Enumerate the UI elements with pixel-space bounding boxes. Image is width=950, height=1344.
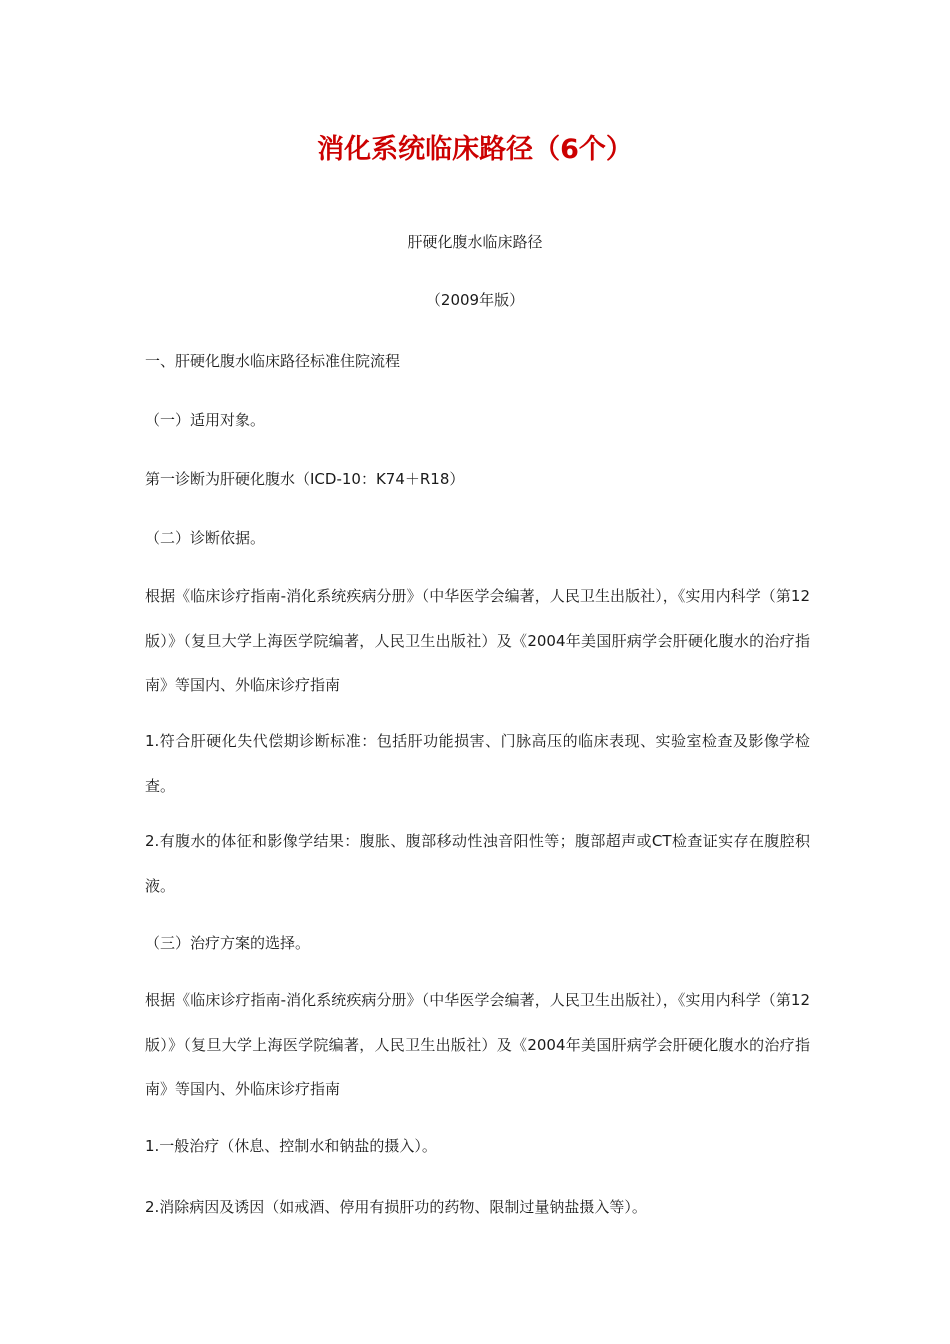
- basis-paragraph: 根据《临床诊疗指南-消化系统疾病分册》（中华医学会编著，人民卫生出版社），《实用内科学（第12版）》（复旦大学上海医学院编著，人民卫生出版社）及《2004年美国肝病学会肝硬化腹水的治疗指南》等国内、外临床诊疗指南: [145, 991, 810, 1098]
- subsection-heading: （三）治疗方案的选择。: [145, 934, 311, 952]
- subsection-heading: （二）诊断依据。: [145, 529, 266, 547]
- edition-label: （2009年版）: [425, 291, 525, 309]
- criteria-paragraph: 2.有腹水的体征和影像学结果：腹胀、腹部移动性浊音阳性等；腹部超声或CT检查证实存在腹腔积液。: [145, 832, 810, 895]
- document-subtitle: 肝硬化腹水临床路径: [407, 233, 543, 251]
- section-heading: 一、肝硬化腹水临床路径标准住院流程: [145, 352, 401, 370]
- subsection-heading: （一）适用对象。: [145, 411, 266, 429]
- criteria-paragraph: 1.符合肝硬化失代偿期诊断标准：包括肝功能损害、门脉高压的临床表现、实验室检查及影像学检查。: [145, 732, 810, 795]
- treatment-item: 2.消除病因及诱因（如戒酒、停用有损肝功的药物、限制过量钠盐摄入等）。: [145, 1198, 647, 1216]
- diagnosis-line: 第一诊断为肝硬化腹水（ICD-10：K74＋R18）: [145, 470, 465, 488]
- treatment-item: 1.一般治疗（休息、控制水和钠盐的摄入）。: [145, 1137, 437, 1155]
- document-title: 消化系统临床路径（6个）: [317, 134, 633, 165]
- basis-paragraph: 根据《临床诊疗指南-消化系统疾病分册》（中华医学会编著，人民卫生出版社），《实用内科学（第12版）》（复旦大学上海医学院编著，人民卫生出版社）及《2004年美国肝病学会肝硬化腹水的治疗指南》等国内、外临床诊疗指南: [145, 587, 810, 694]
